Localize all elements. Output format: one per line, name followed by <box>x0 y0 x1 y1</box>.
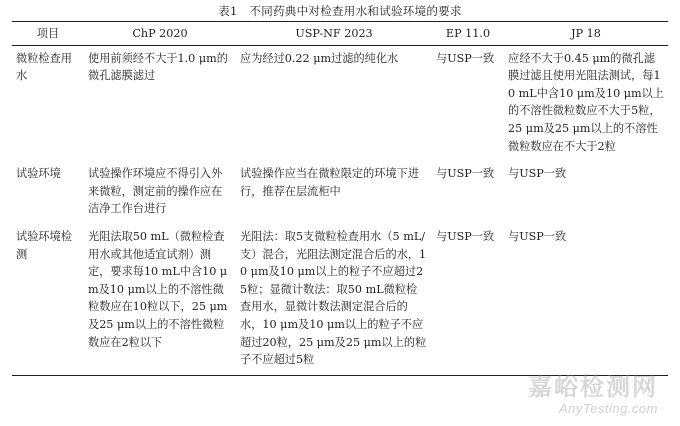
table-row <box>12 224 668 375</box>
chp-cell: 使用前须经不大于1.0 μm的微孔滤膜滤过 <box>88 51 228 83</box>
row-item-cell: 试验环境 <box>16 167 61 181</box>
chp-cell: 试验操作环境应不得引入外来微粒，测定前的操作应在洁净工作台进行 <box>88 167 223 216</box>
table-caption: 表1 不同药典中对检查用水和试验环境的要求 <box>218 4 462 18</box>
column-header-chp: ChP 2020 <box>132 27 188 40</box>
pharmacopoeia-comparison-table <box>12 21 668 376</box>
table-header-row <box>12 22 668 46</box>
watermark <box>528 373 658 416</box>
row-item-cell: 试验环境检测 <box>16 229 72 261</box>
jp-cell: 与USP一致 <box>508 229 567 243</box>
column-header-item: 项目 <box>36 27 60 40</box>
watermark-cn: 嘉峪检测网 <box>528 373 658 401</box>
chp-cell: 光阻法取50 mL（微粒检查用水或其他适宜试剂）测定，要求每10 mL中含10 μm及10 μm以上的不溶性微粒数应在10粒以下，25 μm及25 μm以上的不溶性微粒数应在2粒以下 <box>88 229 228 349</box>
usp-cell: 光阻法：取5支微粒检查用水（5 mL/支）混合，光阻法测定混合后的水，10 μm及10 μm以上的粒子不应超过25粒；显微计数法：取50 mL微粒检查用水，显微计数法测定混合后的水，10 μm及10 μm以上的粒子不应超过20粒，25 μm及25 μm以上的粒子不应超过5粒 <box>240 229 427 367</box>
watermark-en: AnyTesting.com <box>558 401 658 416</box>
usp-cell: 应为经过0.22 μm过滤的纯化水 <box>240 51 399 65</box>
table-row <box>12 45 668 161</box>
ep-cell: 与USP一致 <box>436 51 495 65</box>
jp-cell: 与USP一致 <box>508 167 567 181</box>
ep-cell: 与USP一致 <box>436 167 495 181</box>
table-row <box>12 161 668 224</box>
jp-cell: 应经不大于0.45 μm的微孔滤膜过滤且使用光阻法测试，每10 mL中含10 μm及10 μm以上的不溶性微粒数应不大于5粒，25 μm及25 μm以上的不溶性微粒数应在不大于2粒 <box>508 51 664 153</box>
usp-cell: 试验操作应当在微粒限定的环境下进行，推荐在层流柜中 <box>240 167 420 198</box>
ep-cell: 与USP一致 <box>436 229 495 243</box>
column-header-ep: EP 11.0 <box>445 27 491 40</box>
row-item-cell: 微粒检查用水 <box>16 51 72 83</box>
column-header-jp: JP 18 <box>571 27 601 40</box>
column-header-usp: USP-NF 2023 <box>295 27 373 40</box>
